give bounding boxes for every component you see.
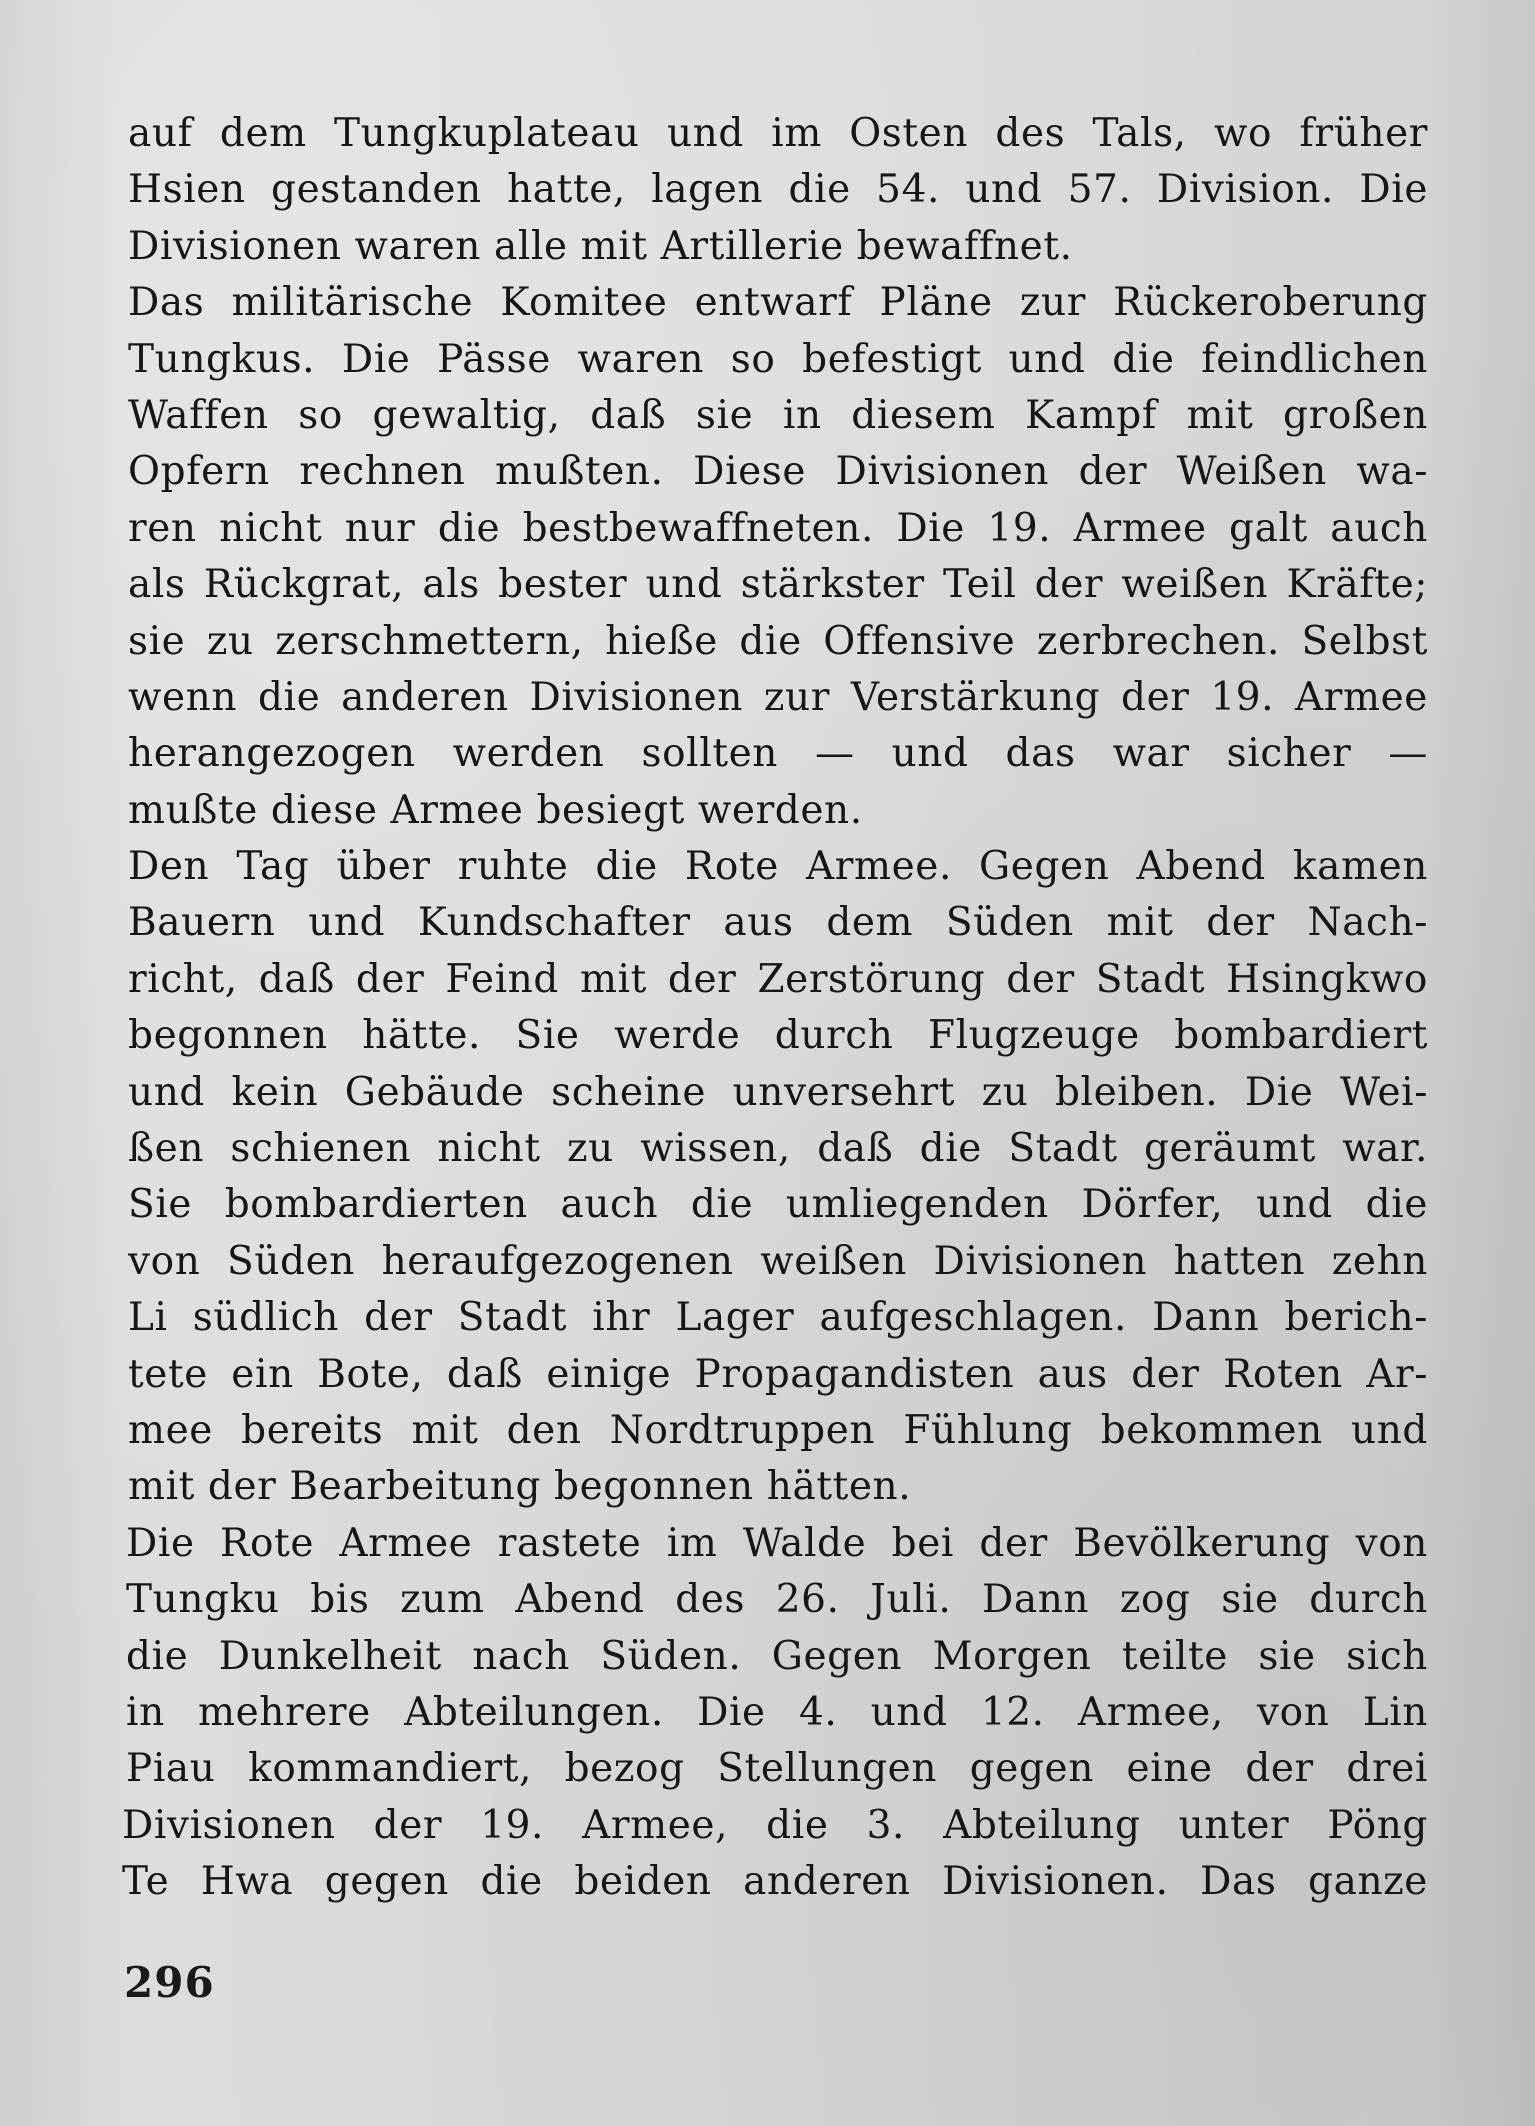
text-line: von Süden heraufgezogenen weißen Divisionen hatten zehn <box>128 1238 1428 1284</box>
text-line: mit der Bearbeitung begonnen hätten. <box>128 1464 912 1510</box>
text-line: Die Rote Armee rastete im Walde bei der Bevölkerung von <box>126 1520 1428 1566</box>
text-line: ßen schienen nicht zu wissen, daß die Stadt geräumt war. <box>128 1126 1428 1172</box>
text-line: Divisionen der 19. Armee, die 3. Abteilung unter Pöng <box>122 1802 1428 1848</box>
text-line: Den Tag über ruhte die Rote Armee. Gegen Abend kamen <box>128 844 1428 890</box>
body-text <box>122 106 1428 1911</box>
text-line: Hsien gestanden hatte, lagen die 54. und 57. Division. Die <box>128 167 1428 213</box>
text-line: Bauern und Kundschafter aus dem Süden mit der Nach- <box>128 900 1428 946</box>
text-line: Divisionen waren alle mit Artillerie bewaffnet. <box>128 223 1073 269</box>
text-line: Waffen so gewaltig, daß sie in diesem Kampf mit großen <box>128 392 1428 438</box>
text-line: herangezogen werden sollten — und das war sicher — <box>128 731 1428 777</box>
text-line: tete ein Bote, daß einige Propagandisten aus der Roten Ar- <box>128 1351 1428 1397</box>
text-line: Te Hwa gegen die beiden anderen Divisionen. Das ganze <box>122 1859 1428 1905</box>
text-line: Sie bombardierten auch die umliegenden Dörfer, und die <box>128 1182 1428 1228</box>
text-line: richt, daß der Feind mit der Zerstörung der Stadt Hsingkwo <box>128 956 1428 1002</box>
text-line: in mehrere Abteilungen. Die 4. und 12. Armee, von Lin <box>126 1689 1428 1735</box>
text-line: Li südlich der Stadt ihr Lager aufgeschlagen. Dann berich- <box>128 1295 1428 1341</box>
text-line: Tungkus. Die Pässe waren so befestigt und die feindlichen <box>128 336 1428 382</box>
text-line: Opfern rechnen mußten. Diese Divisionen der Weißen wa- <box>128 449 1428 495</box>
text-line: Tungku bis zum Abend des 26. Juli. Dann zog sie durch <box>126 1577 1428 1623</box>
text-line: als Rückgrat, als bester und stärkster Teil der weißen Kräfte; <box>128 562 1428 608</box>
text-line: auf dem Tungkuplateau und im Osten des Tals, wo früher <box>128 111 1428 156</box>
text-line: wenn die anderen Divisionen zur Verstärkung der 19. Armee <box>128 674 1428 720</box>
text-line: und kein Gebäude scheine unversehrt zu bleiben. Die Wei- <box>128 1069 1428 1115</box>
text-line: sie zu zerschmettern, hieße die Offensive zerbrechen. Selbst <box>128 618 1428 664</box>
text-line: mußte diese Armee besiegt werden. <box>128 787 863 833</box>
text-line: ren nicht nur die bestbewaffneten. Die 19. Armee galt auch <box>128 505 1428 551</box>
text-line: Das militärische Komitee entwarf Pläne zur Rückeroberung <box>128 280 1428 326</box>
page-number: 296 <box>124 1958 215 2007</box>
text-line: begonnen hätte. Sie werde durch Flugzeuge bombardiert <box>128 1013 1428 1059</box>
text-line: mee bereits mit den Nordtruppen Fühlung bekommen und <box>128 1407 1428 1453</box>
text-line: Piau kommandiert, bezog Stellungen gegen eine der drei <box>126 1746 1428 1792</box>
text-line: die Dunkelheit nach Süden. Gegen Morgen teilte sie sich <box>126 1633 1428 1679</box>
